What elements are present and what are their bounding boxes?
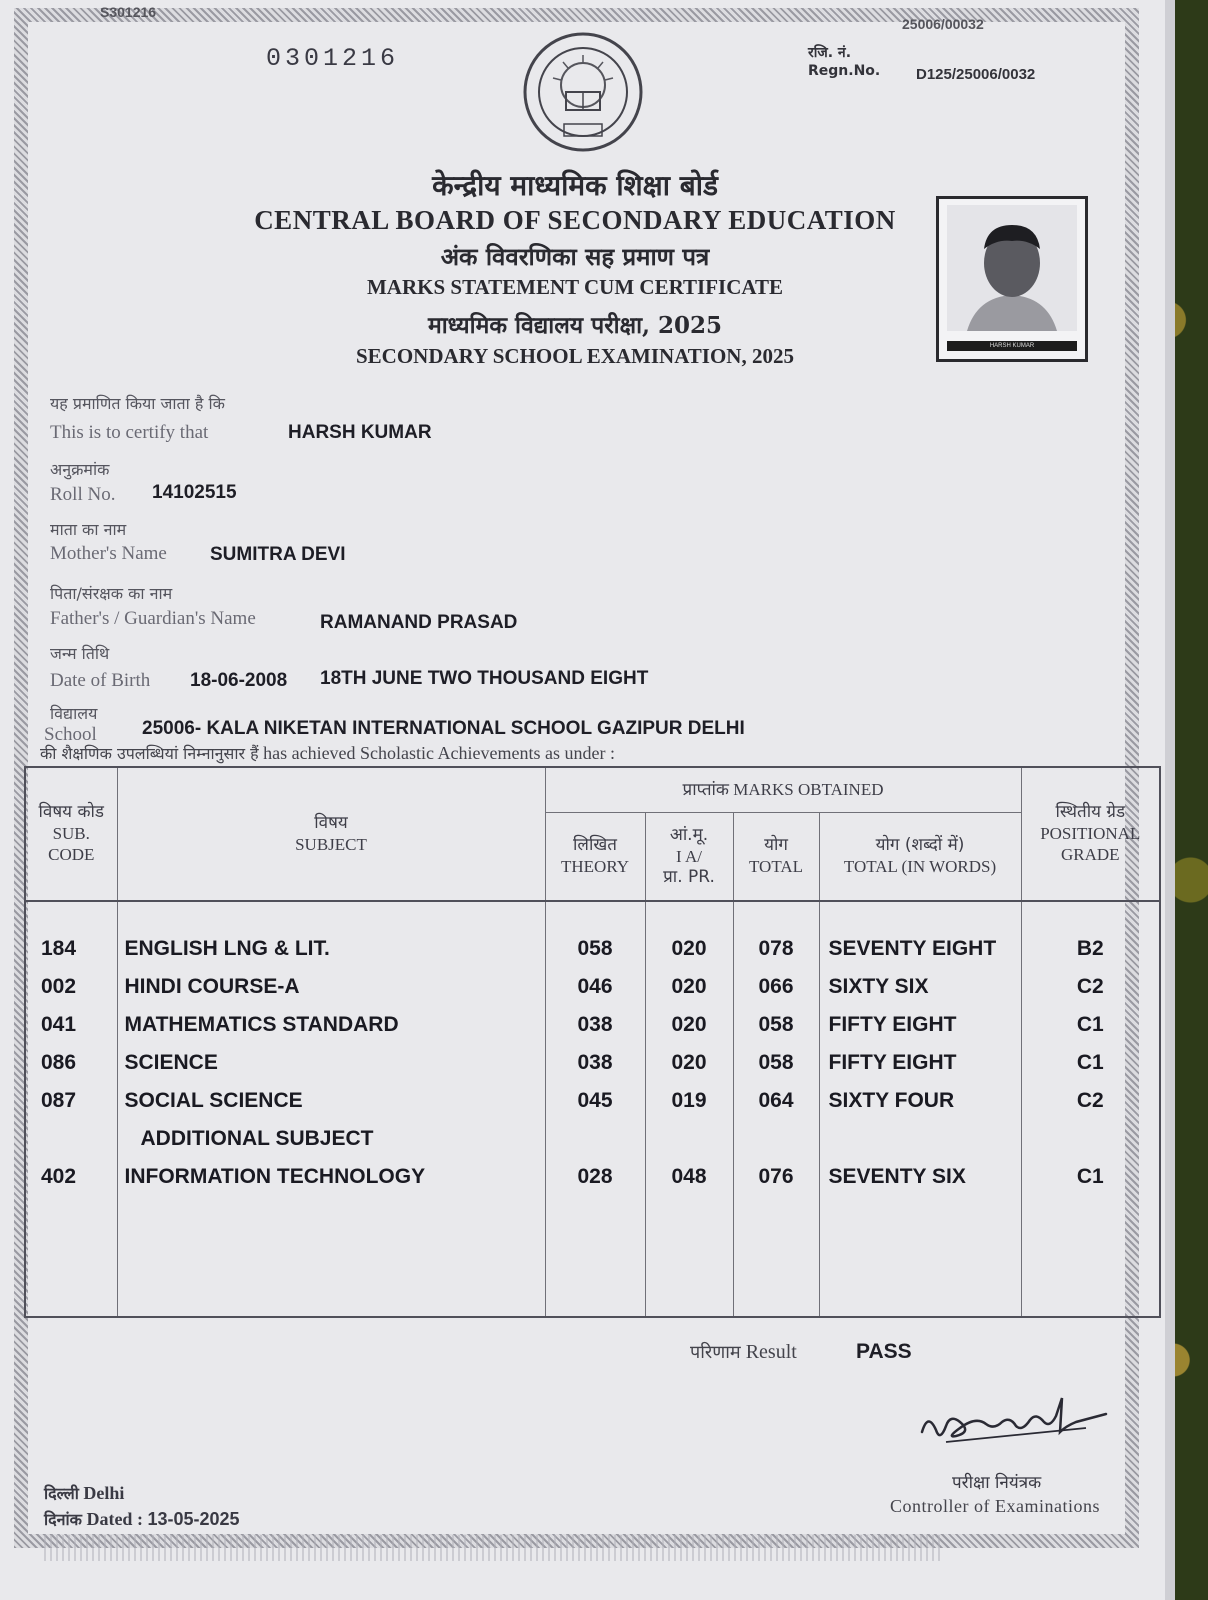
dob-label-hindi: जन्म तिथि [50,644,110,663]
spacer [547,1120,644,1158]
marks-obtained-header-hindi: प्राप्तांक [682,780,729,800]
sub-code: 041 [41,1012,77,1036]
total-words: SIXTY FOUR [828,1088,955,1112]
spacer [27,1120,116,1158]
dob-value: 18-06-2008 [190,670,288,691]
total-words: FIFTY EIGHT [828,1012,957,1036]
father-name: RAMANAND PRASAD [320,612,518,633]
total-column [733,901,819,1318]
sub-code: 402 [41,1164,77,1188]
total-words-column [819,901,1021,1318]
marks-obtained-header-english: MARKS OBTAINED [733,780,884,799]
grade-header-line2: GRADE [1060,845,1120,865]
controller-title: Controller of Examinations [890,1496,1100,1516]
subject-name: MATHEMATICS STANDARD [124,1012,399,1036]
sub-code: 002 [41,974,77,998]
ia-header-english: I A/ [676,846,702,866]
roll-number: 14102515 [152,482,237,503]
theory-header-english: THEORY [561,857,629,877]
positional-grade: C1 [1076,1050,1104,1074]
theory-marks: 045 [577,1088,613,1112]
photo-name-strip: HARSH KUMAR [947,341,1077,351]
theory-marks: 058 [577,936,613,960]
document-title: MARKS STATEMENT CUM CERTIFICATE [366,275,783,299]
subject-header [117,767,545,901]
certify-label-hindi: यह प्रमाणित किया जाता है कि [50,394,225,413]
issue-date: 13-05-2025 [147,1509,240,1529]
ia-pr-header [645,813,733,901]
place [44,1482,124,1504]
regn-label-english: Regn.No. [808,63,881,79]
total-words: SEVENTY SIX [828,1164,966,1188]
exam-title: SECONDARY SCHOOL EXAMINATION, 2025 [356,344,794,368]
subject-name: INFORMATION TECHNOLOGY [124,1164,426,1188]
result-label-english: Result [745,1341,797,1363]
result-value: PASS [856,1340,912,1363]
ia-marks: 020 [671,1012,707,1036]
sub-code-header-line1: SUB. [52,824,90,844]
grade-header-hindi: स्थितीय ग्रेड [1055,802,1126,823]
total-words: SEVENTY EIGHT [828,936,997,960]
sub-code: 086 [41,1050,77,1074]
dated-label: Dated : [86,1509,143,1529]
spacer [647,1120,732,1158]
dated [44,1508,240,1530]
total-header-hindi: योग [764,835,788,856]
subject-header-hindi: विषय [314,812,348,833]
school-label-hindi: विद्यालय [50,704,98,723]
controller-signature-icon [916,1386,1116,1466]
marks-obtained-header [545,767,1021,813]
achievement-intro-english: has achieved Scholastic Achievements as under : [263,743,615,763]
theory-marks: 038 [577,1050,613,1074]
regn-stamp: 25006/00032 [902,16,984,32]
pr-header: प्रा. PR. [663,866,715,887]
code-column [25,901,117,1318]
result-label-hindi: परिणाम [690,1342,741,1363]
total-marks: 058 [758,1050,794,1074]
subject-name: ENGLISH LNG & LIT. [124,936,330,960]
certify-label: This is to certify that [50,422,209,443]
sub-code-header [25,767,117,901]
total-words: SIXTY SIX [828,974,929,998]
regn-label-hindi: रजि. नं. [808,45,852,61]
sub-code-header-hindi: विषय कोड [38,802,104,823]
school-label: School [44,724,97,745]
board-title: CENTRAL BOARD OF SECONDARY EDUCATION [254,205,896,235]
result-label [690,1340,797,1364]
theory-marks: 046 [577,974,613,998]
student-photo-icon [947,205,1077,331]
exam-title-hindi: माध्यमिक विद्यालय परीक्षा, 2025 [427,312,723,339]
total-marks: 076 [758,1164,794,1188]
grade-header [1021,767,1160,901]
total-header [733,813,819,901]
roll-label: Roll No. [50,484,116,505]
controller-title-hindi: परीक्षा नियंत्रक [952,1473,1042,1493]
marks-table [24,766,1161,1318]
father-label: Father's / Guardian's Name [50,608,256,629]
theory-column [545,901,645,1318]
student-photo [936,196,1088,362]
ia-marks: 019 [671,1088,707,1112]
ia-marks: 020 [671,936,707,960]
place-hindi: दिल्ली [44,1484,79,1503]
ia-marks: 048 [671,1164,707,1188]
total-marks: 064 [758,1088,794,1112]
mother-label-hindi: माता का नाम [50,520,127,539]
subject-header-english: SUBJECT [295,834,367,854]
total-marks: 066 [758,974,794,998]
positional-grade: C2 [1076,974,1104,998]
serial-number: 0301216 [266,44,400,73]
footnote-faded [44,1535,944,1561]
regn-label [808,44,880,80]
school-name: 25006- KALA NIKETAN INTERNATIONAL SCHOOL GAZIPUR DELHI [142,718,745,739]
sub-code: 087 [41,1088,77,1112]
ia-header-hindi: आं.मू. [669,824,709,845]
dated-label-hindi: दिनांक [44,1510,82,1529]
positional-grade: B2 [1076,936,1104,960]
achievement-intro-hindi: की शैक्षणिक उपलब्धियां निम्नानुसार हैं [40,744,259,763]
spacer [1023,1120,1159,1158]
regn-number: D125/25006/0032 [916,66,1036,83]
subject-name: SCIENCE [124,1050,218,1074]
theory-header-hindi: लिखित [573,835,617,856]
subject-column [117,901,545,1318]
serial-stamp: S301216 [100,4,157,20]
spacer [821,1120,1020,1158]
roll-label-hindi: अनुक्रमांक [50,460,110,479]
sub-code-header-line2: CODE [48,845,95,865]
sub-code: 184 [41,936,77,960]
grade-header-line1: POSITIONAL [1040,824,1141,844]
theory-marks: 038 [577,1012,613,1036]
achievement-intro [40,742,615,764]
ia-column [645,901,733,1318]
dob-label: Date of Birth [50,670,151,691]
father-label-hindi: पिता/संरक्षक का नाम [50,584,173,603]
additional-subject-label: ADDITIONAL SUBJECT [140,1126,374,1150]
total-words-header-hindi: योग (शब्दों में) [875,835,965,856]
mother-name: SUMITRA DEVI [210,544,346,565]
theory-header [545,813,645,901]
subject-name: HINDI COURSE-A [124,974,300,998]
total-words-header-english: TOTAL (IN WORDS) [843,857,997,877]
total-marks: 058 [758,1012,794,1036]
board-title-hindi: केन्द्रीय माध्यमिक शिक्षा बोर्ड [432,169,718,202]
positional-grade: C1 [1076,1164,1104,1188]
document-title-hindi: अंक विवरणिका सह प्रमाण पत्र [440,242,710,271]
ia-marks: 020 [671,1050,707,1074]
grade-column [1021,901,1160,1318]
subject-name: SOCIAL SCIENCE [124,1088,303,1112]
positional-grade: C1 [1076,1012,1104,1036]
place-english: Delhi [83,1483,125,1503]
total-header-english: TOTAL [748,857,804,877]
positional-grade: C2 [1076,1088,1104,1112]
mother-label: Mother's Name [50,543,167,564]
student-name: HARSH KUMAR [288,422,432,443]
ia-marks: 020 [671,974,707,998]
total-words: FIFTY EIGHT [828,1050,957,1074]
dob-words: 18TH JUNE TWO THOUSAND EIGHT [320,668,649,689]
theory-marks: 028 [577,1164,613,1188]
total-marks: 078 [758,936,794,960]
spacer [735,1120,818,1158]
cbse-emblem-seal-icon [508,30,658,158]
total-words-header [819,813,1021,901]
